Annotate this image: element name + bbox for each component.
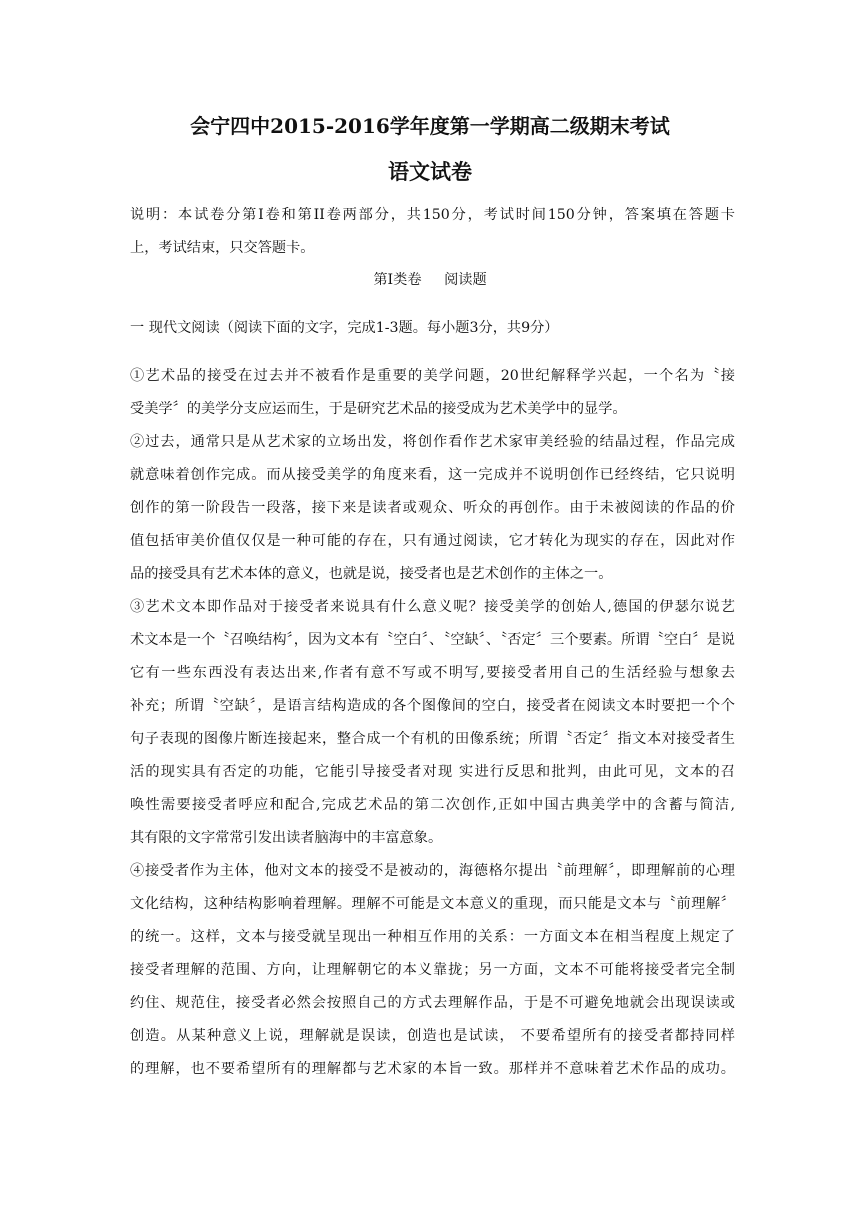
- passage-line: 品的接受具有艺术本体的意义，也就是说，接受者也是艺术创作的主体之一。: [130, 566, 613, 582]
- passage-line: 的理解，也不要希望所有的理解都与艺术家的本旨一致。那样并不意味着艺术作品的成功。: [130, 1061, 735, 1077]
- passage-line: 就意味着创作完成。而从接受美学的角度来看，这一完成并不说明创作已经终结，它只说明: [130, 467, 735, 483]
- section-heading-text: 一 现代文阅读（阅读下面的文字，完成1-3题。每小题3分，共9分）: [130, 320, 559, 336]
- passage-line: 它有一些东西没有表达出来,作者有意不写或不明写,要接受者用自己的生活经验与想象去: [130, 665, 735, 681]
- passage-line: 补充；所谓〝空缺〞，是语言结构造成的各个图像间的空白，接受者在阅读文本时要把一个个: [130, 698, 735, 714]
- passage-line: 其有限的文字常常引发出读者脑海中的丰富意象。: [130, 830, 443, 846]
- part-heading: 第Ⅰ类卷 阅读题: [373, 272, 487, 288]
- exam-title: 会宁四中2015-2016学年度第一学期高二级期末考试: [190, 114, 670, 138]
- exam-subtitle: 语文试卷: [388, 159, 472, 184]
- instructions-line: 说明：本试卷分第Ⅰ卷和第II卷两部分，共150分，考试时间150分钟，答案填在答题卡: [130, 207, 735, 223]
- passage-line: 唤性需要接受者呼应和配合,完成艺术品的第二次创作,正如中国古典美学中的含蓄与简洁,: [130, 797, 735, 813]
- passage-line: 的统一。这样，文本与接受就呈现出一种相互作用的关系：一方面文本在相当程度上规定了: [130, 929, 735, 945]
- passage-line: ④接受者作为主体，他对文本的接受不是被动的，海德格尔提出〝前理解〞，即理解前的心理: [130, 863, 735, 879]
- reading-passage: [130, 360, 735, 1086]
- instructions-line: 上，考试结束，只交答题卡。: [130, 240, 315, 256]
- passage-line: 受美学〞的美学分支应运而生，于是研究艺术品的接受成为艺术美学中的显学。: [130, 401, 627, 417]
- section-heading: [130, 312, 735, 345]
- instructions: [130, 199, 735, 265]
- passage-line: 值包括审美价值仅仅是一种可能的存在，只有通过阅读，它才转化为现实的存在，因此对作: [130, 533, 735, 549]
- passage-line: 活的现实具有否定的功能，它能引导接受者对现 实进行反思和批判，由此可见，文本的召: [130, 764, 735, 780]
- passage-line: ②过去，通常只是从艺术家的立场出发，将创作看作艺术家审美经验的结晶过程，作品完成: [130, 434, 735, 450]
- passage-line: 句子表现的图像片断连接起来，整合成一个有机的田像系统；所谓〝否定〞指文本对接受者生: [130, 731, 735, 747]
- passage-line: 接受者理解的范围、方向，让理解朝它的本义靠拢；另一方面，文本不可能将接受者完全制: [130, 962, 735, 978]
- passage-line: 创造。从某种意义上说，理解就是误读，创造也是试读， 不要希望所有的接受者都持同样: [130, 1028, 735, 1044]
- passage-line: 术文本是一个〝召唤结构〞，因为文本有〝空白〞、〝空缺〞、〝否定〞三个要素。所谓〝空白〞是说: [130, 632, 735, 648]
- passage-line: ③艺术文本即作品对于接受者来说具有什么意义呢？接受美学的创始人,德国的伊瑟尔说艺: [130, 599, 735, 615]
- passage-line: 文化结构，这种结构影响着理解。理解不可能是文本意义的重现，而只能是文本与〝前理解〞: [130, 896, 735, 912]
- passage-line: 创作的第一阶段告一段落，接下来是读者或观众、听众的再创作。由于未被阅读的作品的价: [130, 500, 735, 516]
- passage-line: ①艺术品的接受在过去并不被看作是重要的美学问题，20世纪解释学兴起，一个名为〝接: [130, 368, 735, 384]
- passage-line: 约住、规范住，接受者必然会按照自己的方式去理解作品，于是不可避免地就会出现误读或: [130, 995, 735, 1011]
